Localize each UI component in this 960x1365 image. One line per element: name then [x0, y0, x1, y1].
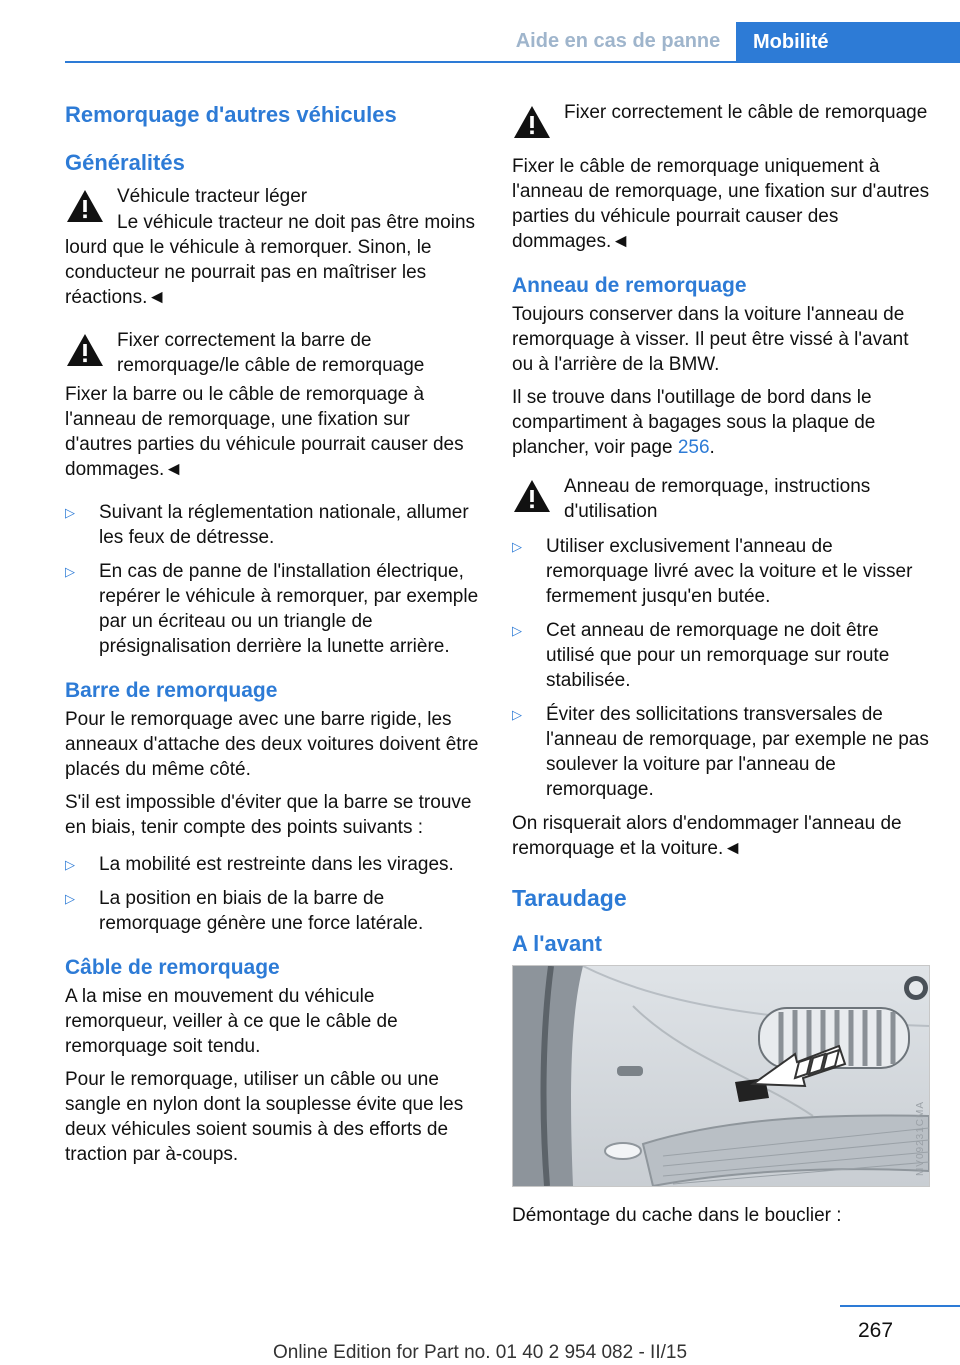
- list-item: ▷ Utiliser exclusivement l'anneau de remorquage livré avec la voiture et le visser fermement jusqu'en butée.: [512, 536, 913, 607]
- car-front-figure: [512, 965, 930, 1187]
- cable-heading: Câble de remorquage: [65, 956, 280, 979]
- paragraph: Il se trouve dans l'outillage de bord dans le compartiment à bagages sous la plaque de plancher, voir page 256.: [512, 387, 876, 458]
- paragraph: On risquerait alors d'endommager l'anneau de remorquage et la voiture.◄: [512, 813, 902, 859]
- warning-fix-bar: [65, 328, 480, 378]
- triangle-bullet-icon: ▷: [512, 623, 522, 638]
- section-tab: Aide en cas de panne: [515, 30, 721, 52]
- page-number: 267: [858, 1319, 894, 1342]
- left-column: [65, 100, 480, 1175]
- chapter-tab: Mobilité: [736, 22, 960, 63]
- footer-rule: [840, 1305, 960, 1307]
- triangle-bullet-icon: ▷: [65, 891, 75, 906]
- warning-triangle-icon: [512, 104, 552, 140]
- figure-code: MV09231CMA: [915, 1100, 926, 1176]
- paragraph: Pour le remorquage avec une barre rigide, les anneaux d'attache des deux voitures doivent être placés du même côté.: [65, 709, 479, 780]
- paragraph: S'il est impossible d'éviter que la barre se trouve en biais, tenir compte des points suivants :: [65, 792, 472, 838]
- warning-title: Véhicule tracteur léger: [117, 186, 308, 207]
- triangle-bullet-icon: ▷: [65, 505, 75, 520]
- edition-footer: Online Edition for Part no. 01 40 2 954 082 - II/15: [272, 1342, 688, 1363]
- paragraph: A la mise en mouvement du véhicule remorqueur, veiller à ce que le câble de remorquage soit tendu.: [65, 986, 398, 1057]
- right-column: [512, 100, 932, 1236]
- page-header: [0, 0, 960, 62]
- warning-title: Fixer correctement le câble de remorquage: [564, 102, 928, 123]
- car-front-illustration: [513, 966, 929, 1186]
- triangle-bullet-icon: ▷: [65, 564, 75, 579]
- warning-triangle-icon: [65, 332, 105, 368]
- page-link[interactable]: 256: [677, 437, 710, 458]
- warning-triangle-icon: [512, 478, 552, 514]
- warning-fix-cable: [512, 100, 932, 150]
- section-title: Remorquage d'autres véhicules: [65, 102, 397, 127]
- front-heading: A l'avant: [512, 931, 602, 956]
- list-item: ▷ Suivant la réglementation nationale, allumer les feux de détresse.: [65, 502, 469, 548]
- list-item: ▷ La mobilité est restreinte dans les virages.: [65, 854, 454, 875]
- instruction-list: [512, 534, 932, 802]
- paragraph: Toujours conserver dans la voiture l'anneau de remorquage à visser. Il peut être vissé à l'avant ou à l'arrière de la BMW.: [512, 304, 909, 375]
- instruction-list: [65, 500, 480, 659]
- warning-body: Fixer la barre ou le câble de remorquage à l'anneau de remorquage, une fixation sur d'autres parties du véhicule pourrait causer des dommages.◄: [65, 384, 464, 480]
- list-item: ▷ Cet anneau de remorquage ne doit être utilisé que pour un remorquage sur route stabilisée.: [512, 620, 890, 691]
- warning-body: Le véhicule tracteur ne doit pas être moins lourd que le véhicule à remorquer. Sinon, le conducteur ne pourrait pas en maîtriser les réactions.◄: [65, 212, 476, 308]
- warning-ring-usage: [512, 474, 932, 524]
- list-item: ▷ Éviter des sollicitations transversales de l'anneau de remorquage, par exemple ne pas soulever la voiture par l'anneau de remorquage.: [512, 704, 929, 800]
- list-item: ▷ La position en biais de la barre de remorquage génère une force latérale.: [65, 888, 424, 934]
- paragraph: Pour le remorquage, utiliser un câble ou une sangle en nylon dont la souplesse évite que les deux véhicules soient soumis à des efforts de traction par à-coups.: [65, 1069, 464, 1165]
- general-heading: Généralités: [65, 150, 185, 175]
- list-item: ▷ En cas de panne de l'installation électrique, repérer le véhicule à remorquer, par exemple par un écriteau ou un triangle de présignalisation derrière la lunette arrière.: [65, 561, 479, 657]
- triangle-bullet-icon: ▷: [65, 857, 75, 872]
- triangle-bullet-icon: ▷: [512, 539, 522, 554]
- tapping-heading: Taraudage: [512, 885, 627, 911]
- warning-title: Anneau de remorquage, instructions d'utilisation: [564, 476, 871, 522]
- warning-body: Fixer le câble de remorquage uniquement à l'anneau de remorquage, une fixation sur d'autres parties du véhicule pourrait causer des dommages.◄: [512, 156, 930, 252]
- header-rule: [65, 61, 960, 63]
- bar-heading: Barre de remorquage: [65, 679, 278, 702]
- figure-caption: Démontage du cache dans le bouclier :: [512, 1205, 842, 1226]
- warning-light-tow-vehicle: [65, 184, 480, 234]
- ring-heading: Anneau de remorquage: [512, 274, 747, 297]
- triangle-bullet-icon: ▷: [512, 707, 522, 722]
- instruction-list: [65, 852, 480, 936]
- warning-title: Fixer correctement la barre de remorquage/le câble de remorquage: [117, 330, 425, 376]
- warning-triangle-icon: [65, 188, 105, 224]
